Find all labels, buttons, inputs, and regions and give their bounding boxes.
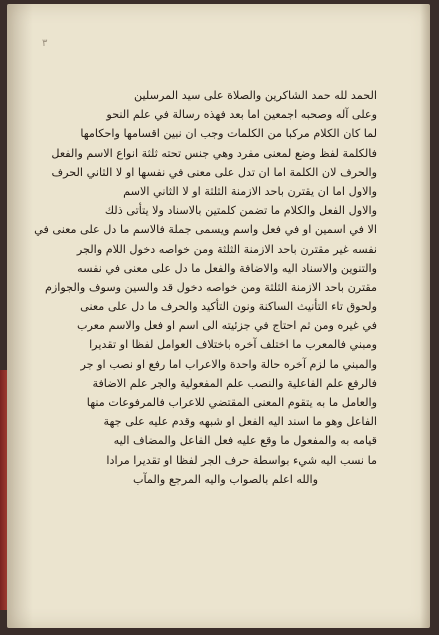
text-line: وعلى آله وصحبه اجمعين اما بعد فهذه رسالة في علم النحو — [106, 108, 377, 122]
text-line: ولحوق تاء التأنيث الساكنة ونون التأكيد والحرف ما دل على معنى — [80, 300, 377, 314]
text-line: الا في اسمين او في فعل واسم ويسمى جملة فالاسم ما دل على معنى في — [34, 223, 377, 237]
text-line: الفاعل وهو ما اسند اليه الفعل او شبهه وقدم عليه على جهة — [103, 415, 377, 429]
text-line: ومبني فالمعرب ما اختلف آخره باختلاف العوامل لفظا او تقديرا — [89, 338, 377, 352]
text-line: والاول اما ان يقترن باحد الازمنة الثلثة او لا الثاني الاسم — [123, 184, 377, 198]
text-line: ما نسب اليه شيء بواسطة حرف الجر لفظا او تقديرا مرادا — [106, 453, 377, 467]
text-line: والتنوين والاسناد اليه والاضافة والفعل ما دل على معنى في نفسه — [77, 261, 377, 275]
manuscript-text-block — [34, 86, 377, 489]
text-line: قيامه به والمفعول ما وقع عليه فعل الفاعل والمضاف اليه — [113, 434, 377, 448]
text-line: والعامل ما به يتقوم المعنى المقتضي للاعراب فالمرفوعات منها — [86, 396, 377, 409]
text-line: لما كان الكلام مركبا من الكلمات وجب ان نبين اقسامها واحكامها — [80, 127, 377, 141]
text-line: والحرف لان الكلمة اما ان تدل على معنى في نفسها او لا الثاني الحرف — [51, 165, 377, 179]
text-line: فالكلمة لفظ وضع لمعنى مفرد وهي جنس تحته ثلثة انواع الاسم والفعل — [51, 146, 377, 160]
text-line: فالرفع علم الفاعلية والنصب علم المفعولية والجر علم الاضافة — [92, 376, 377, 390]
red-binding-edge — [0, 370, 7, 610]
text-line: نفسه غير مقترن باحد الازمنة الثلثة ومن خواصه دخول اللام والجر — [76, 242, 377, 256]
text-line: في غيره ومن ثم احتاج في جزئيته الى اسم او فعل والاسم معرب — [76, 319, 377, 333]
text-line: مقترن باحد الازمنة الثلثة ومن خواصه دخول قد والسين وسوف والجوازم — [44, 280, 377, 294]
text-line: والله اعلم بالصواب واليه المرجع والمآب — [132, 472, 319, 486]
text-line: الحمد لله حمد الشاكرين والصلاة على سيد المرسلين — [134, 89, 377, 102]
folio-number: ٣ — [42, 38, 48, 49]
text-line: والاول الفعل والكلام ما تضمن كلمتين بالاسناد ولا يتأتى ذلك — [104, 204, 377, 218]
text-line: والمبني ما لزم آخره حالة واحدة والاعراب اما رفع او نصب او جر — [80, 357, 377, 371]
